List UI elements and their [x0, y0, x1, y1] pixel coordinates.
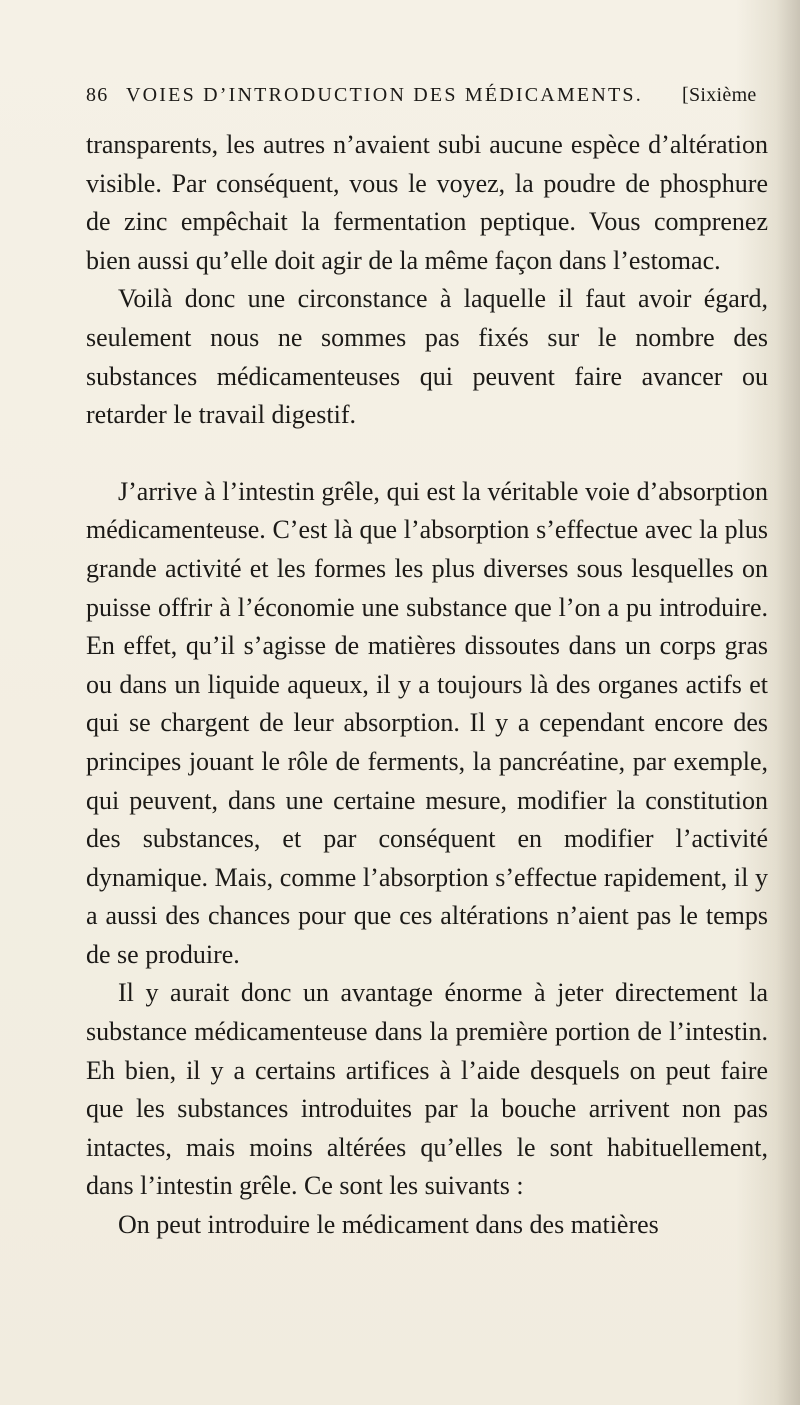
running-title: VOIES D’INTRODUCTION DES MÉDICAMENTS.	[126, 84, 643, 106]
paragraph-continuation: transparents, les autres n’avaient subi aucune espèce d’altération visible. Par conséquent, vous le voyez, la poudre de phosphure de zinc empêchait la fermentation peptique. Vous comprenez bien aussi qu’elle doit agir de la même façon dans l’estomac.	[86, 130, 768, 275]
paragraph: Il y aurait donc un avantage énorme à jeter directement la substance médicamenteuse dans la première portion de l’intestin. Eh bien, il y a certains artifices à l’aide desquels on peut faire que les substances introduites par la bouche arrivent non pas intactes, mais moins altérées qu’elles le sont habituellement, dans l’intestin grêle. Ce sont les suivants :	[86, 978, 768, 1201]
body-text	[86, 126, 768, 1245]
paragraph: J’arrive à l’intestin grêle, qui est la véritable voie d’absorption médicamenteuse. C’est là que l’absorption s’effectue avec la plus grande activité et les formes les plus diverses sous lesquelles on puisse offrir à l’économie une substance que l’on a pu introduire. En effet, qu’il s’agisse de matières dissoutes dans un corps gras ou dans un liquide aqueux, il y a toujours là des organes actifs et qui se chargent de leur absorption. Il y a cependant encore des principes jouant le rôle de ferments, la pancréatine, par exemple, qui peuvent, dans une certaine mesure, modifier la constitution des substances, et par conséquent en modifier l’activité dynamique. Mais, comme l’absorption s’effectue rapidement, il y a aussi des chances pour que ces altérations n’aient pas le temps de se produire.	[86, 476, 768, 969]
section-label: [Sixième	[682, 84, 757, 106]
paragraph: Voilà donc une circonstance à laquelle il faut avoir égard, seulement nous ne sommes pas fixés sur le nombre des substances médicamenteuses qui peuvent faire avancer ou retarder le travail digestif.	[86, 284, 768, 430]
paragraph: On peut introduire le médicament dans des matières	[118, 1210, 659, 1240]
page-number: 86	[86, 84, 109, 106]
running-head	[86, 84, 786, 114]
